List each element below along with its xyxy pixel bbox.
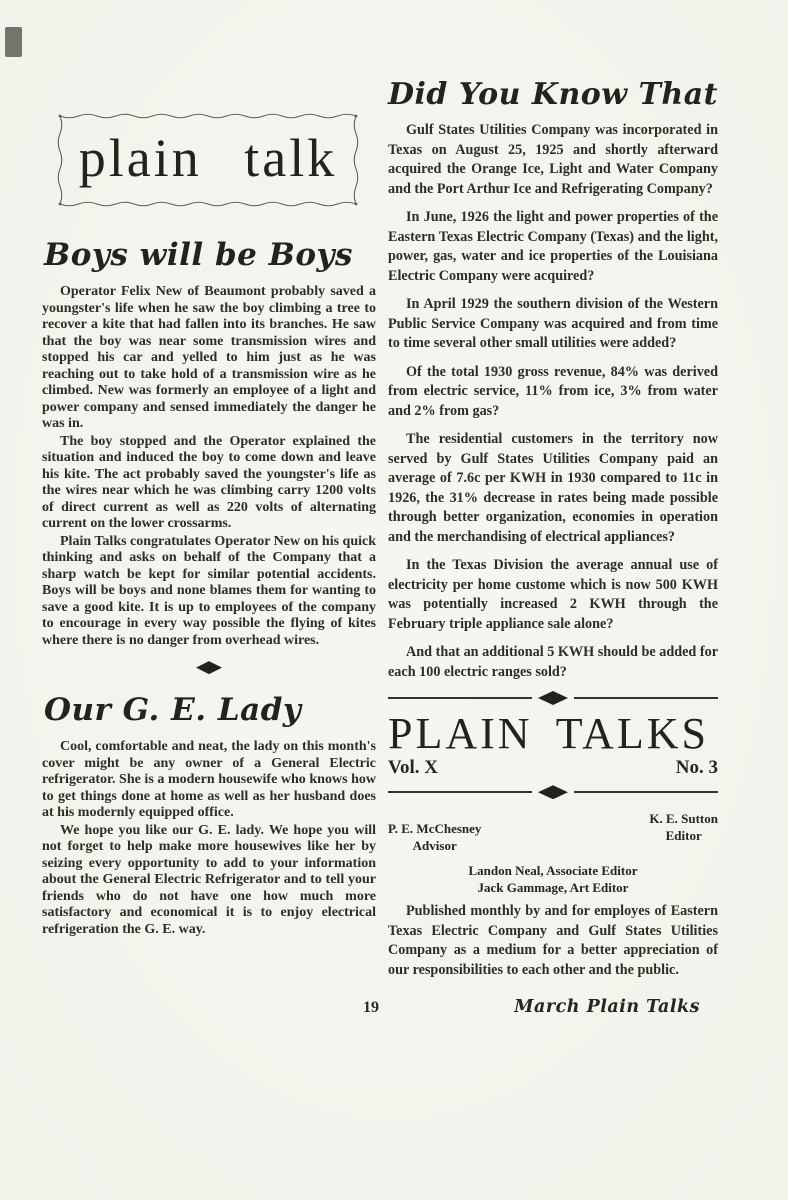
rule-line — [574, 791, 718, 793]
section-heading-boys-will-be-boys: Boys will be Boys — [44, 237, 353, 273]
page-footer — [0, 991, 788, 1017]
staff-role: Editor — [665, 828, 702, 844]
staff-editor — [649, 811, 718, 854]
publication-note: Published monthly by and for employes of Eastern Texas Electric Company and Gulf States Utilities Company as a medium for a better appreciation of our responsibilities to each other and the public. — [388, 903, 718, 978]
paragraph: Of the total 1930 gross revenue, 84% was derived from electric service, 11% from ice, 3% from water and 2% from gas? — [388, 363, 718, 419]
section-divider — [42, 661, 376, 679]
staff-name: K. E. Sutton — [649, 811, 718, 827]
right-column — [388, 78, 718, 989]
paragraph: Plain Talks congratulates Operator New on his quick thinking and asks on behalf of the Company that a sharp watch be kept for similar potential accidents. Boys will be boys and none blames them for wanting to save a good kite. It is up to employees of the company to encourage in every way possible the flying of kites where there is no danger from overhead wires. — [42, 533, 376, 648]
paragraph: Gulf States Utilities Company was incorporated in Texas on August 25, 1925 and shortly afterward acquired the Orange Ice, Light and Water Company and the Port Arthur Ice and Refrigerating Company? — [388, 122, 718, 197]
staff-role: Advisor — [412, 838, 457, 854]
section-heading-our-ge-lady: Our G. E. Lady — [44, 692, 302, 729]
staff-name: P. E. McChesney — [388, 821, 482, 837]
masthead-rule-top — [388, 691, 718, 705]
paragraph: In April 1929 the southern division of the Western Public Service Company was acquired and from time to time several other small utilities were added? — [388, 296, 718, 351]
volume-label: Vol. X — [388, 757, 438, 779]
staff-advisor — [388, 821, 481, 854]
logo-text: plain talk — [78, 128, 338, 188]
staff-center — [388, 862, 718, 896]
footer-issue-label: March Plain Talks — [514, 997, 700, 1018]
paragraph: The residential customers in the territory now served by Gulf States Utilities Company paid an average of 7.6c per KWH in 1930 compared to 11c in 1926, the 31% decrease in rates being made possible through better organization, economies in operation and the merchandising of electrical appliances? — [388, 431, 718, 545]
rule-line — [388, 791, 532, 793]
left-column — [42, 78, 376, 989]
staff-row — [388, 811, 718, 854]
rule-line — [574, 697, 718, 699]
diamond-ornament-icon — [196, 661, 222, 674]
volume-number-row — [388, 757, 718, 779]
masthead-title: PLAIN TALKS — [388, 709, 710, 758]
masthead — [388, 691, 718, 980]
paragraph: Operator Felix New of Beaumont probably saved a youngster's life when he saw the boy climbing a tree to recover a kite that had fallen into its branches. He saw that the boy was near some transmission wires and stopped his car and yelled to him just as he was reaching out to take hold of a transmission wire as he climbed. New was formerly an employee of a light and power company and sensed immediately the danger he was in. — [42, 284, 376, 432]
staff-associate-editor: Landon Neal, Associate Editor — [468, 863, 638, 879]
paragraph: In the Texas Division the average annual use of electricity per home custome which is now 500 KWH was potentially increased 2 KWH through the February triple appliance sale alone? — [388, 557, 718, 632]
staff-art-editor: Jack Gammage, Art Editor — [477, 880, 629, 896]
paragraph: We hope you like our G. E. lady. We hope you will not forget to help make more housewives like her by seizing every opportunity to add to your information about the General Electric Refrigerator and to tell your friends who do not have one how much more satisfactory and economical it is to enjoy electrical refrigeration the G. E. way. — [42, 822, 376, 937]
rule-line — [388, 697, 532, 699]
paragraph: And that an additional 5 KWH should be added for each 100 electric ranges sold? — [388, 644, 718, 680]
page-number: 19 — [363, 999, 379, 1017]
diamond-ornament-icon — [538, 785, 568, 799]
paragraph: The boy stopped and the Operator explained the situation and induced the boy to come down and leave his kite. The act probably saved the youngster's life as the wires near which he was climbing carry 1200 volts of direct current as well as 220 volts of alternating current on the lower crossarms. — [42, 433, 376, 532]
issue-number-label: No. 3 — [675, 757, 718, 779]
scan-artifact — [5, 27, 22, 57]
paragraph: In June, 1926 the light and power properties of the Eastern Texas Electric Company (Texas) and the light, power, gas, water and ice properties of the Louisiana Electric Company were acquired? — [388, 209, 718, 284]
paragraph: Cool, comfortable and neat, the lady on this month's cover might be any owner of a General Electric refrigerator. She is a modern housewife who knows how to get things done at home as well as her husband does at his modernly equipped office. — [42, 739, 376, 821]
diamond-ornament-icon — [538, 691, 568, 705]
section-heading-did-you-know-that: Did You Know That — [388, 77, 719, 112]
plain-talk-logo — [52, 108, 364, 212]
masthead-rule-bottom — [388, 785, 718, 799]
